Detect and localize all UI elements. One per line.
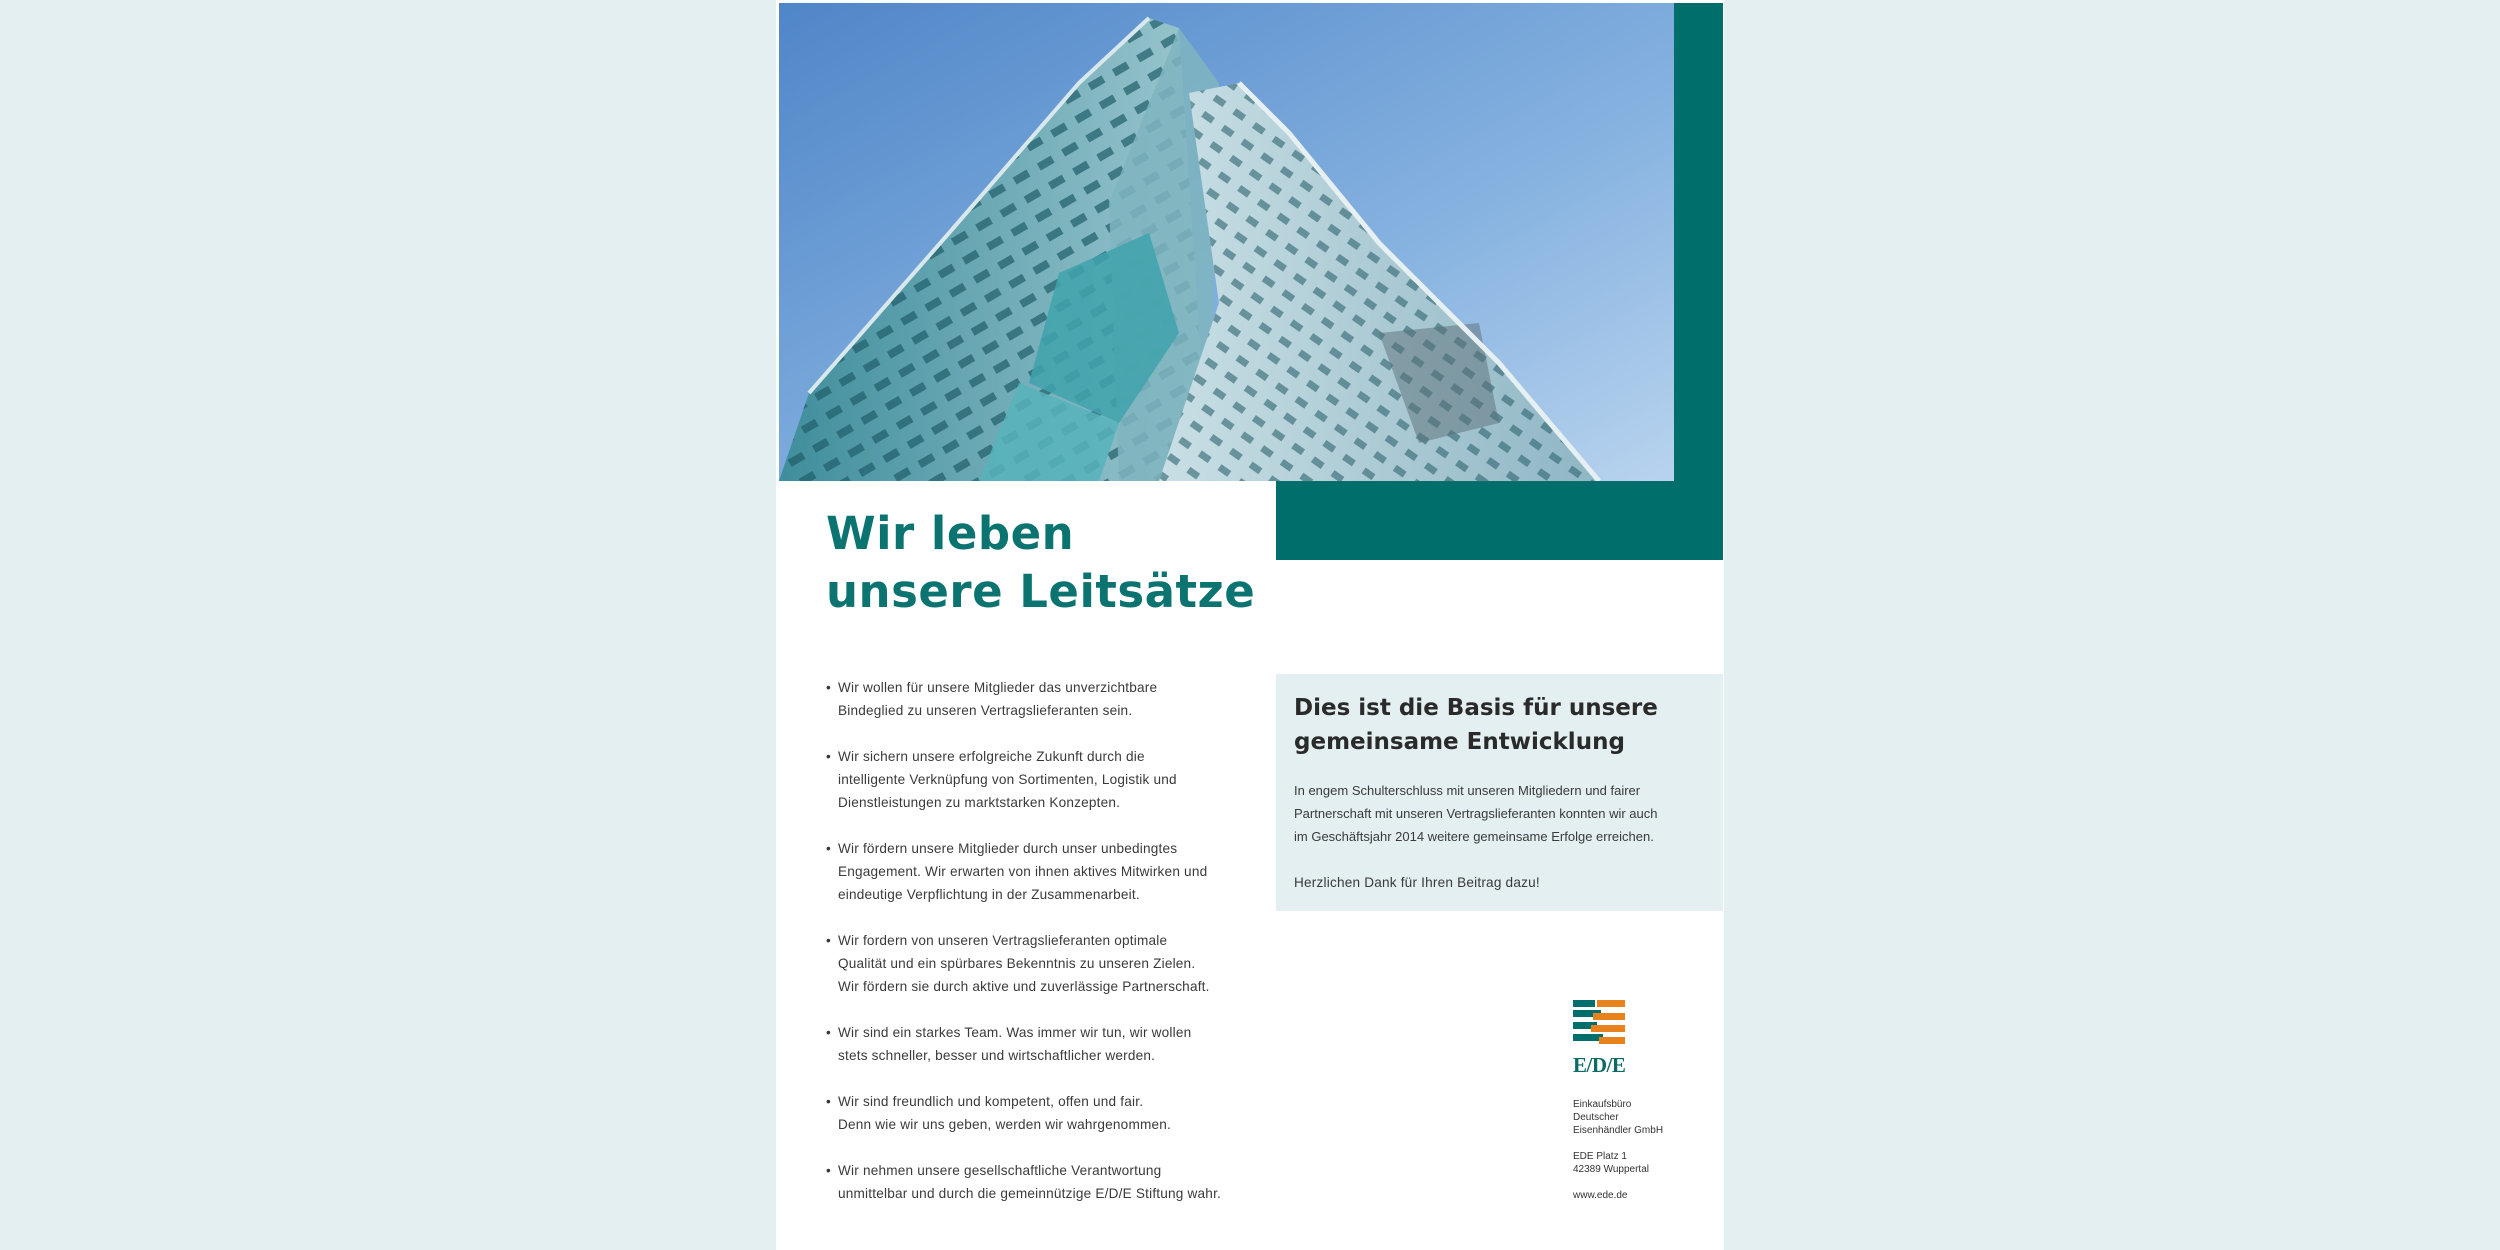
info-box [1276, 674, 1723, 911]
list-item-line: eindeutige Verpflichtung in der Zusammenarbeit. [838, 887, 1140, 902]
bullet-icon: • [826, 1094, 831, 1109]
list-item [826, 745, 1266, 814]
teal-accent-strip [1674, 3, 1723, 560]
teal-accent-block [1276, 481, 1723, 560]
company-name-line: Deutscher [1573, 1112, 1619, 1123]
bullet-icon: • [826, 680, 831, 695]
list-item-line: intelligente Verknüpfung von Sortimenten, Logistik und [838, 772, 1177, 787]
bullet-icon: • [826, 841, 831, 856]
headline-line-1: Wir leben [826, 507, 1075, 560]
list-item-line: Wir sind ein starkes Team. Was immer wir tun, wir wollen [838, 1025, 1192, 1040]
list-item [826, 1090, 1266, 1136]
list-item-line: Wir fordern von unseren Vertragslieferanten optimale [838, 933, 1168, 948]
list-item [826, 837, 1266, 906]
list-item-line: unmittelbar und durch die gemeinnützige E/D/E Stiftung wahr. [838, 1186, 1222, 1201]
address-spacer [1573, 1137, 1663, 1150]
info-body-line: In engem Schulterschluss mit unseren Mitgliedern und fairer [1294, 783, 1641, 798]
list-item-line: Dienstleistungen zu marktstarken Konzepten. [838, 795, 1121, 810]
info-box-thanks: Herzlichen Dank für Ihren Beitrag dazu! [1294, 875, 1540, 890]
list-item-line: Wir sind freundlich und kompetent, offen und fair. [838, 1094, 1144, 1109]
guiding-principles-list [826, 676, 1266, 1228]
list-item [826, 929, 1266, 998]
list-item-line: Wir nehmen unsere gesellschaftliche Verantwortung [838, 1163, 1162, 1178]
list-item [826, 1021, 1266, 1067]
list-item-line: Qualität und ein spürbares Bekenntnis zu unseren Zielen. [838, 956, 1196, 971]
building-photo [779, 3, 1674, 481]
company-name-line: Einkaufsbüro [1573, 1099, 1632, 1110]
list-item-line: stets schneller, besser und wirtschaftlicher werden. [838, 1048, 1156, 1063]
list-item-line: Wir fördern unsere Mitglieder durch unser unbedingtes [838, 841, 1178, 856]
info-title-line-1: Dies ist die Basis für unsere [1294, 695, 1658, 721]
city-line: 42389 Wuppertal [1573, 1164, 1649, 1175]
info-body-line: im Geschäftsjahr 2014 weitere gemeinsame Erfolge erreichen. [1294, 829, 1654, 844]
street-line: EDE Platz 1 [1573, 1151, 1627, 1162]
list-item-line: Denn wie wir uns geben, werden wir wahrgenommen. [838, 1117, 1171, 1132]
info-box-body [1294, 779, 1705, 848]
headline-line-2: unsere Leitsätze [826, 565, 1256, 618]
info-body-line: Partnerschaft mit unseren Vertragslieferanten konnten wir auch [1294, 806, 1658, 821]
list-item-line: Wir sichern unsere erfolgreiche Zukunft durch die [838, 749, 1145, 764]
page-headline [826, 505, 1255, 621]
list-item-line: Bindeglied zu unseren Vertragslieferanten sein. [838, 703, 1133, 718]
list-item [826, 676, 1266, 722]
address-spacer [1573, 1176, 1663, 1189]
brochure-page [776, 0, 1724, 1250]
company-name-line: Eisenhändler GmbH [1573, 1125, 1664, 1136]
info-title-line-2: gemeinsame Entwicklung [1294, 729, 1625, 755]
logo-wordmark: E/D/E [1573, 1053, 1626, 1077]
list-item-line: Engagement. Wir erwarten von ihnen aktives Mitwirken und [838, 864, 1208, 879]
info-box-title [1294, 691, 1705, 759]
bullet-icon: • [826, 1163, 831, 1178]
list-item [826, 1159, 1266, 1205]
bullet-icon: • [826, 933, 831, 948]
list-item-line: Wir fördern sie durch aktive und zuverlässige Partnerschaft. [838, 979, 1210, 994]
company-address [1573, 1098, 1663, 1202]
bullet-icon: • [826, 749, 831, 764]
bullet-icon: • [826, 1025, 831, 1040]
website-link[interactable]: www.ede.de [1573, 1190, 1628, 1201]
list-item-line: Wir wollen für unsere Mitglieder das unverzichtbare [838, 680, 1158, 695]
